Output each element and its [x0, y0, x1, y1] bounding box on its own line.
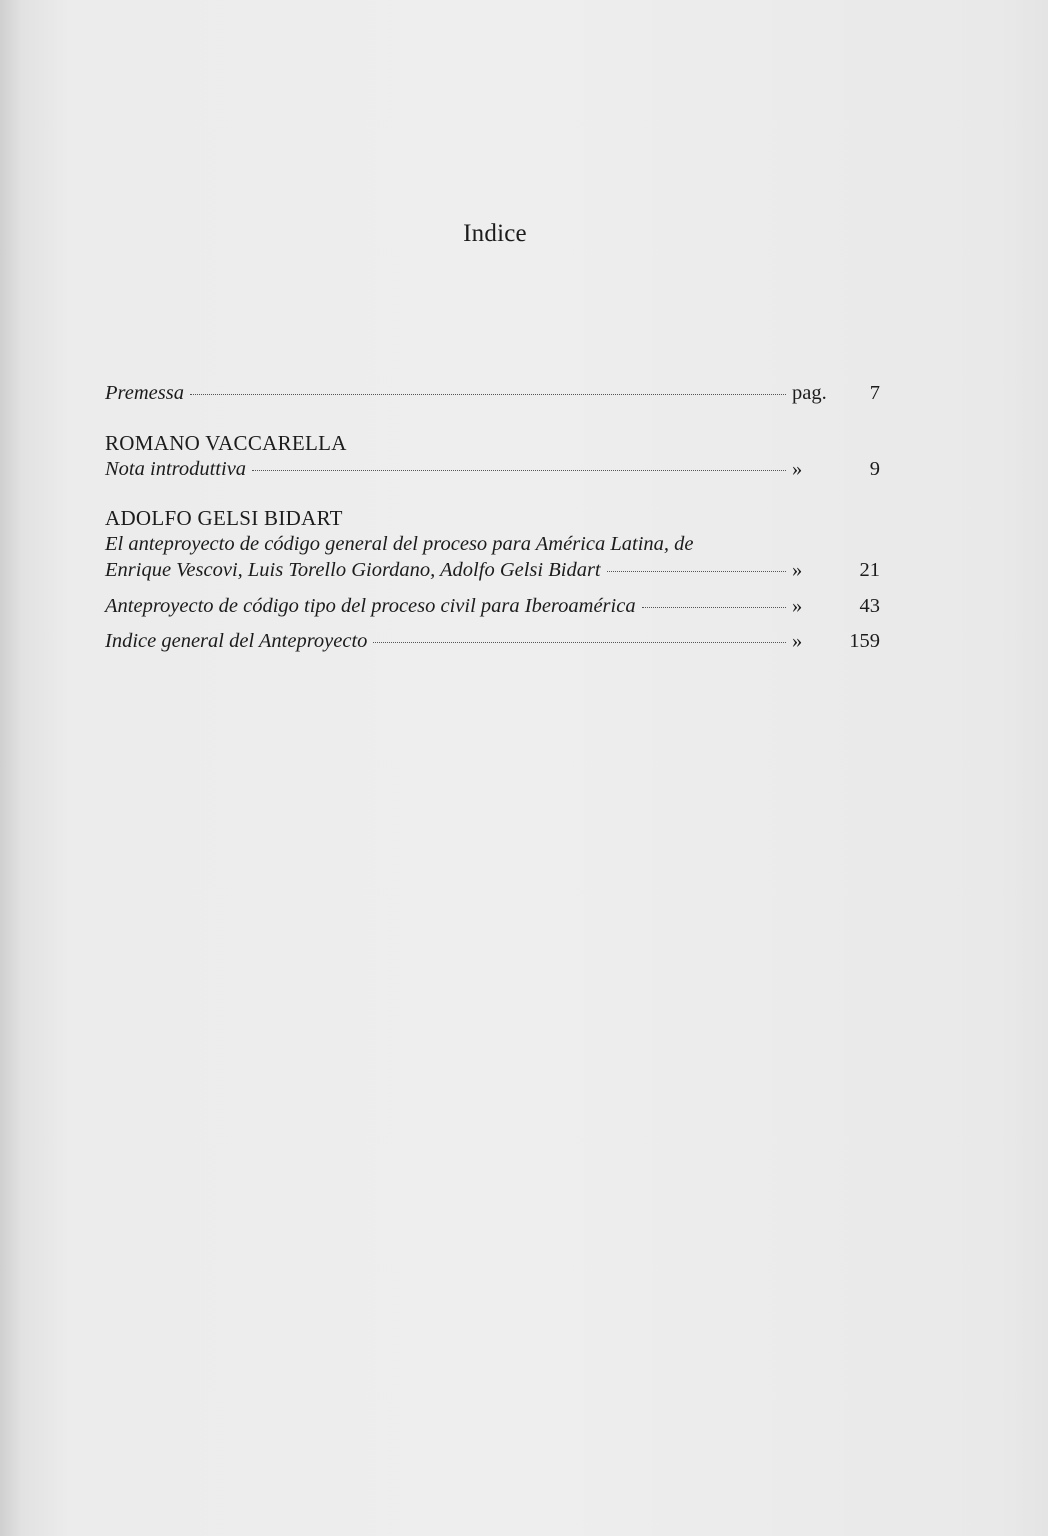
- page-marker: pag.: [792, 382, 827, 404]
- page-marker: »: [792, 630, 803, 652]
- page-marker: »: [792, 458, 803, 480]
- entry-title: Indice general del Anteproyecto: [105, 630, 368, 652]
- toc-entry-premessa: [105, 380, 880, 406]
- page-number: 21: [859, 559, 880, 581]
- entry-title: Enrique Vescovi, Luis Torello Giordano, Adolfo Gelsi Bidart: [105, 559, 601, 581]
- page-number: 9: [869, 458, 880, 480]
- toc-entry-indice-general: [105, 628, 880, 654]
- page-number: 43: [859, 595, 880, 617]
- page-marker: »: [792, 595, 803, 617]
- toc-entry-anteproyecto-codigo: [105, 593, 880, 619]
- dot-leader: [190, 394, 786, 395]
- entry-title: Premessa: [105, 382, 184, 404]
- toc-row: [105, 456, 880, 482]
- entry-title: Nota introduttiva: [105, 458, 247, 480]
- page-number: 159: [849, 630, 880, 652]
- entry-author: ROMANO VACCARELLA: [105, 431, 347, 455]
- dot-leader: [642, 607, 786, 608]
- page-title: Indice: [463, 220, 527, 247]
- dot-leader: [252, 470, 786, 471]
- toc-entry-vaccarella: [105, 430, 880, 482]
- toc-row: [105, 628, 880, 654]
- page-number: 7: [869, 382, 880, 404]
- page-marker: »: [792, 559, 803, 581]
- dot-leader: [373, 642, 786, 643]
- toc-entry-gelsi-bidart: [105, 505, 880, 583]
- toc-row: [105, 593, 880, 619]
- dot-leader: [607, 571, 786, 572]
- toc-row: [105, 557, 880, 583]
- entry-author: ADOLFO GELSI BIDART: [105, 506, 343, 530]
- entry-title: Anteproyecto de código tipo del proceso civil para Iberoamérica: [105, 595, 636, 617]
- toc-row: [105, 380, 880, 406]
- entry-title-line: El anteproyecto de código general del proceso para América Latina, de: [105, 533, 694, 555]
